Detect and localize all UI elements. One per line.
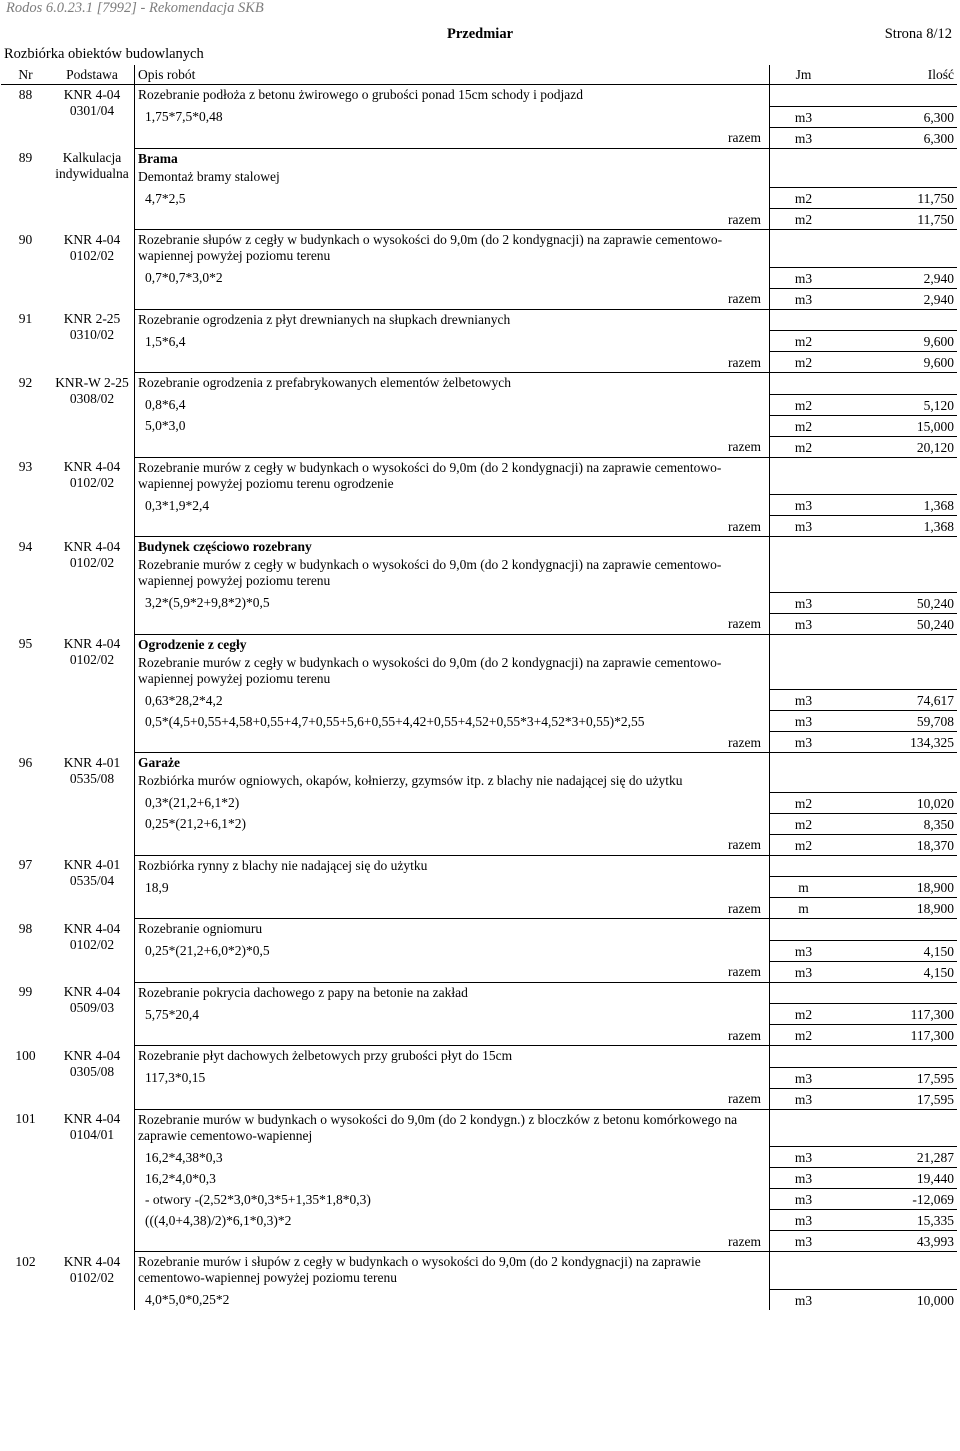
total-unit: m3 bbox=[770, 732, 838, 753]
calculation-formula: 0,3*1,9*2,4 bbox=[135, 495, 770, 516]
quantity-cell bbox=[837, 167, 957, 188]
unit-cell bbox=[770, 148, 838, 167]
table-row bbox=[1, 690, 957, 711]
position-basis bbox=[50, 457, 135, 537]
total-unit: m2 bbox=[770, 834, 838, 855]
total-label: razem bbox=[135, 613, 770, 634]
total-label: razem bbox=[135, 961, 770, 982]
table-row bbox=[1, 436, 957, 457]
position-number: 100 bbox=[15, 1047, 36, 1063]
work-description: Rozebranie pokrycia dachowego z papy na betonie na zakład bbox=[135, 982, 770, 1004]
basis-number: 0104/01 bbox=[69, 1127, 115, 1142]
calculation-unit: m3 bbox=[770, 1067, 838, 1088]
table-row bbox=[1, 1067, 957, 1088]
total-unit: m3 bbox=[770, 516, 838, 537]
quantity-cell bbox=[837, 634, 957, 653]
calculation-formula: 5,0*3,0 bbox=[135, 415, 770, 436]
work-description: Rozebranie ogniomuru bbox=[135, 919, 770, 941]
table-row bbox=[1, 331, 957, 352]
calculation-formula: 18,9 bbox=[135, 877, 770, 898]
work-description: Rozebranie murów z cegły w budynkach o wysokości do 9,0m (do 2 kondygnacji) na zaprawie cementowo-wapiennej powyżej poziomu terenu bbox=[135, 555, 770, 592]
calculation-value: 15,000 bbox=[837, 415, 957, 436]
total-value: 17,595 bbox=[837, 1088, 957, 1109]
total-unit: m2 bbox=[770, 436, 838, 457]
table-row bbox=[1, 209, 957, 230]
table-row bbox=[1, 127, 957, 148]
section-heading: Ogrodzenie z cegły bbox=[135, 634, 770, 653]
calculation-unit: m2 bbox=[770, 792, 838, 813]
calculation-formula: 0,3*(21,2+6,1*2) bbox=[135, 792, 770, 813]
total-unit: m3 bbox=[770, 1231, 838, 1252]
position-number: 88 bbox=[18, 87, 33, 102]
unit-cell bbox=[770, 537, 838, 556]
total-value: 50,240 bbox=[837, 613, 957, 634]
quantity-cell bbox=[837, 753, 957, 772]
calculation-value: 8,350 bbox=[837, 813, 957, 834]
quantity-cell bbox=[837, 982, 957, 1004]
basis-code: KNR 4-04 bbox=[63, 538, 121, 554]
estimate-table bbox=[1, 65, 957, 1310]
basis-number: 0102/02 bbox=[69, 936, 115, 952]
table-row bbox=[1, 230, 957, 268]
quantity-cell bbox=[837, 555, 957, 592]
calculation-value: 117,300 bbox=[837, 1004, 957, 1025]
quantity-cell bbox=[837, 1046, 957, 1068]
table-row bbox=[1, 592, 957, 613]
calculation-formula: 0,25*(21,2+6,0*2)*0,5 bbox=[135, 940, 770, 961]
basis-number: 0102/02 bbox=[69, 652, 115, 667]
work-description: Rozebranie podłoża z betonu żwirowego o grubości ponad 15cm schody i podjazd bbox=[135, 85, 770, 107]
basis-code: Kalkulacja bbox=[62, 150, 122, 165]
unit-cell bbox=[770, 85, 838, 107]
calculation-formula: - otwory -(2,52*3,0*0,3*5+1,35*1,8*0,3) bbox=[135, 1189, 770, 1210]
calculation-formula: 16,2*4,38*0,3 bbox=[135, 1147, 770, 1168]
table-row bbox=[1, 813, 957, 834]
position-number: 98 bbox=[18, 920, 33, 936]
column-header-ilosc: Ilość bbox=[837, 65, 957, 85]
calculation-formula: 5,75*20,4 bbox=[135, 1004, 770, 1025]
calculation-formula: (((4,0+4,38)/2)*6,1*0,3)*2 bbox=[135, 1210, 770, 1231]
total-unit: m3 bbox=[770, 613, 838, 634]
position-basis bbox=[50, 373, 135, 458]
total-label: razem bbox=[135, 898, 770, 919]
table-row bbox=[1, 1210, 957, 1231]
quantity-cell bbox=[837, 855, 957, 877]
basis-number: indywidualna bbox=[55, 166, 129, 181]
total-label: razem bbox=[135, 436, 770, 457]
calculation-unit: m2 bbox=[770, 188, 838, 209]
calculation-unit: m3 bbox=[770, 1147, 838, 1168]
position-number: 94 bbox=[18, 538, 33, 554]
unit-cell bbox=[770, 634, 838, 653]
total-unit: m3 bbox=[770, 288, 838, 309]
work-description: Rozebranie murów z cegły w budynkach o wysokości do 9,0m (do 2 kondygnacji) na zaprawie cementowo-wapiennej powyżej poziomu terenu ogrodzenie bbox=[135, 457, 770, 495]
position-number: 101 bbox=[15, 1111, 36, 1126]
calculation-formula: 16,2*4,0*0,3 bbox=[135, 1168, 770, 1189]
calculation-unit: m3 bbox=[770, 495, 838, 516]
work-description: Rozebranie murów w budynkach o wysokości do 9,0m (do 2 kondygn.) z bloczków z betonu komórkowego na zaprawie cementowo-wapiennej bbox=[135, 1109, 770, 1147]
quantity-cell bbox=[837, 373, 957, 395]
total-label: razem bbox=[135, 127, 770, 148]
page-number: Strona 8/12 bbox=[884, 26, 952, 42]
calculation-unit: m3 bbox=[770, 592, 838, 613]
basis-number: 0301/04 bbox=[69, 103, 115, 118]
calculation-value: 1,368 bbox=[837, 495, 957, 516]
table-row bbox=[1, 516, 957, 537]
basis-code: KNR 4-04 bbox=[63, 231, 121, 247]
position-basis bbox=[50, 85, 135, 149]
basis-number: 0102/02 bbox=[69, 554, 115, 570]
total-value: 6,300 bbox=[837, 127, 957, 148]
calculation-formula: 1,75*7,5*0,48 bbox=[135, 106, 770, 127]
position-basis bbox=[50, 537, 135, 635]
calculation-value: 18,900 bbox=[837, 877, 957, 898]
calculation-formula: 1,5*6,4 bbox=[135, 331, 770, 352]
column-header-nr: Nr bbox=[1, 65, 50, 85]
unit-cell bbox=[770, 1252, 838, 1290]
table-row bbox=[1, 855, 957, 877]
table-row bbox=[1, 1025, 957, 1046]
basis-code: KNR 4-04 bbox=[63, 984, 121, 999]
basis-code: KNR-W 2-25 bbox=[55, 374, 129, 390]
calculation-unit: m3 bbox=[770, 690, 838, 711]
app-title: Rodos 6.0.23.1 [7992] - Rekomendacja SKB bbox=[6, 0, 264, 16]
table-row bbox=[1, 188, 957, 209]
calculation-value: -12,069 bbox=[837, 1189, 957, 1210]
position-number: 99 bbox=[18, 984, 33, 999]
basis-code: KNR 4-01 bbox=[63, 857, 121, 872]
position-basis bbox=[50, 634, 135, 753]
calculation-value: 50,240 bbox=[837, 592, 957, 613]
table-row bbox=[1, 961, 957, 982]
basis-number: 0509/03 bbox=[69, 1000, 115, 1015]
unit-cell bbox=[770, 771, 838, 792]
basis-number: 0102/02 bbox=[69, 475, 115, 490]
unit-cell bbox=[770, 982, 838, 1004]
table-row bbox=[1, 1088, 957, 1109]
table-row bbox=[1, 753, 957, 772]
work-description: Rozbiórka murów ogniowych, okapów, kołnierzy, gzymsów itp. z blachy nie nadającej się do użytku bbox=[135, 771, 770, 792]
column-header-jm: Jm bbox=[770, 65, 838, 85]
total-value: 18,370 bbox=[837, 834, 957, 855]
total-label: razem bbox=[135, 288, 770, 309]
table-row bbox=[1, 634, 957, 653]
calculation-unit: m2 bbox=[770, 813, 838, 834]
table-row bbox=[1, 771, 957, 792]
quantity-cell bbox=[837, 309, 957, 331]
basis-code: KNR 4-04 bbox=[63, 920, 121, 936]
calculation-value: 9,600 bbox=[837, 331, 957, 352]
table-row bbox=[1, 1289, 957, 1310]
calculation-value: 15,335 bbox=[837, 1210, 957, 1231]
table-row bbox=[1, 1004, 957, 1025]
position-number: 97 bbox=[18, 857, 33, 872]
basis-number: 0305/08 bbox=[69, 1063, 115, 1079]
basis-code: KNR 4-04 bbox=[63, 87, 121, 102]
position-basis bbox=[50, 919, 135, 983]
calculation-unit: m3 bbox=[770, 1289, 838, 1310]
position-basis bbox=[50, 1046, 135, 1110]
section-heading: Garaże bbox=[135, 753, 770, 772]
basis-code: KNR 4-01 bbox=[63, 754, 121, 770]
table-row bbox=[1, 495, 957, 516]
basis-number: 0535/08 bbox=[69, 770, 115, 786]
table-row bbox=[1, 711, 957, 732]
work-description: Rozebranie słupów z cegły w budynkach o wysokości do 9,0m (do 2 kondygnacji) na zaprawie cementowo-wapiennej powyżej poziomu terenu bbox=[135, 230, 770, 268]
total-value: 117,300 bbox=[837, 1025, 957, 1046]
quantity-cell bbox=[837, 1109, 957, 1147]
position-number: 90 bbox=[18, 231, 33, 247]
calculation-unit: m bbox=[770, 877, 838, 898]
position-number: 89 bbox=[18, 150, 33, 165]
basis-number: 0535/04 bbox=[69, 873, 115, 888]
unit-cell bbox=[770, 855, 838, 877]
table-row bbox=[1, 877, 957, 898]
table-row bbox=[1, 834, 957, 855]
table-row bbox=[1, 613, 957, 634]
table-row bbox=[1, 394, 957, 415]
position-number: 92 bbox=[18, 374, 33, 390]
position-basis bbox=[50, 309, 135, 373]
calculation-unit: m3 bbox=[770, 267, 838, 288]
position-basis bbox=[50, 1252, 135, 1310]
table-row bbox=[1, 457, 957, 495]
work-description: Rozbiórka rynny z blachy nie nadającej się do użytku bbox=[135, 855, 770, 877]
section-heading: Brama bbox=[135, 148, 770, 167]
table-row bbox=[1, 898, 957, 919]
total-unit: m3 bbox=[770, 127, 838, 148]
total-unit: m bbox=[770, 898, 838, 919]
basis-code: KNR 4-04 bbox=[63, 459, 121, 474]
calculation-unit: m2 bbox=[770, 394, 838, 415]
calculation-unit: m3 bbox=[770, 106, 838, 127]
column-header-podstawa: Podstawa bbox=[50, 65, 135, 85]
basis-code: KNR 4-04 bbox=[63, 1253, 121, 1269]
work-description: Rozebranie ogrodzenia z płyt drewnianych na słupkach drewnianych bbox=[135, 309, 770, 331]
unit-cell bbox=[770, 1109, 838, 1147]
total-value: 134,325 bbox=[837, 732, 957, 753]
unit-cell bbox=[770, 230, 838, 268]
table-row bbox=[1, 288, 957, 309]
calculation-formula: 117,3*0,15 bbox=[135, 1067, 770, 1088]
table-row bbox=[1, 982, 957, 1004]
table-row bbox=[1, 167, 957, 188]
total-value: 9,600 bbox=[837, 352, 957, 373]
calculation-formula: 0,8*6,4 bbox=[135, 394, 770, 415]
position-number: 93 bbox=[18, 459, 33, 474]
calculation-value: 2,940 bbox=[837, 267, 957, 288]
calculation-unit: m3 bbox=[770, 1210, 838, 1231]
calculation-value: 10,000 bbox=[837, 1289, 957, 1310]
total-label: razem bbox=[135, 732, 770, 753]
calculation-formula: 3,2*(5,9*2+9,8*2)*0,5 bbox=[135, 592, 770, 613]
basis-number: 0102/02 bbox=[69, 247, 115, 263]
quantity-cell bbox=[837, 85, 957, 107]
total-value: 18,900 bbox=[837, 898, 957, 919]
total-value: 1,368 bbox=[837, 516, 957, 537]
unit-cell bbox=[770, 653, 838, 690]
position-number: 96 bbox=[18, 754, 33, 770]
calculation-value: 5,120 bbox=[837, 394, 957, 415]
table-row bbox=[1, 555, 957, 592]
basis-number: 0102/02 bbox=[69, 1269, 115, 1285]
basis-code: KNR 4-04 bbox=[63, 1047, 121, 1063]
calculation-value: 21,287 bbox=[837, 1147, 957, 1168]
work-description: Rozebranie ogrodzenia z prefabrykowanych elementów żelbetowych bbox=[135, 373, 770, 395]
total-label: razem bbox=[135, 516, 770, 537]
position-basis bbox=[50, 855, 135, 919]
table-row bbox=[1, 373, 957, 395]
position-basis bbox=[50, 1109, 135, 1252]
unit-cell bbox=[770, 919, 838, 941]
table-row bbox=[1, 415, 957, 436]
position-number: 95 bbox=[18, 636, 33, 651]
table-row bbox=[1, 1189, 957, 1210]
calculation-value: 6,300 bbox=[837, 106, 957, 127]
calculation-unit: m3 bbox=[770, 940, 838, 961]
total-label: razem bbox=[135, 834, 770, 855]
section-heading: Budynek częściowo rozebrany bbox=[135, 537, 770, 556]
total-value: 11,750 bbox=[837, 209, 957, 230]
total-unit: m3 bbox=[770, 961, 838, 982]
table-row bbox=[1, 537, 957, 556]
unit-cell bbox=[770, 167, 838, 188]
section-title: Rozbiórka obiektów budowlanych bbox=[4, 46, 204, 62]
total-label: razem bbox=[135, 1088, 770, 1109]
calculation-unit: m2 bbox=[770, 415, 838, 436]
table-row bbox=[1, 1109, 957, 1147]
table-row bbox=[1, 653, 957, 690]
table-header bbox=[1, 65, 957, 85]
total-value: 43,993 bbox=[837, 1231, 957, 1252]
quantity-cell bbox=[837, 457, 957, 495]
table-row bbox=[1, 352, 957, 373]
unit-cell bbox=[770, 555, 838, 592]
quantity-cell bbox=[837, 1252, 957, 1290]
calculation-unit: m3 bbox=[770, 1168, 838, 1189]
position-number: 91 bbox=[18, 311, 33, 326]
position-basis bbox=[50, 148, 135, 230]
total-unit: m2 bbox=[770, 352, 838, 373]
position-basis bbox=[50, 753, 135, 856]
unit-cell bbox=[770, 457, 838, 495]
quantity-cell bbox=[837, 148, 957, 167]
basis-code: KNR 4-04 bbox=[63, 636, 121, 651]
table-row bbox=[1, 940, 957, 961]
calculation-value: 59,708 bbox=[837, 711, 957, 732]
calculation-value: 4,150 bbox=[837, 940, 957, 961]
quantity-cell bbox=[837, 771, 957, 792]
calculation-unit: m3 bbox=[770, 1189, 838, 1210]
position-number: 102 bbox=[15, 1253, 36, 1269]
total-label: razem bbox=[135, 1231, 770, 1252]
quantity-cell bbox=[837, 919, 957, 941]
total-unit: m3 bbox=[770, 1088, 838, 1109]
total-label: razem bbox=[135, 352, 770, 373]
total-unit: m2 bbox=[770, 209, 838, 230]
calculation-unit: m3 bbox=[770, 711, 838, 732]
table-row bbox=[1, 792, 957, 813]
total-value: 2,940 bbox=[837, 288, 957, 309]
basis-code: KNR 4-04 bbox=[63, 1111, 121, 1126]
work-description: Rozebranie murów i słupów z cegły w budynkach o wysokości do 9,0m (do 2 kondygnacji) na zaprawie cementowo-wapiennej powyżej poziomu terenu bbox=[135, 1252, 770, 1290]
unit-cell bbox=[770, 373, 838, 395]
table-row bbox=[1, 85, 957, 107]
table-row bbox=[1, 106, 957, 127]
table-row bbox=[1, 1147, 957, 1168]
calculation-value: 17,595 bbox=[837, 1067, 957, 1088]
total-value: 20,120 bbox=[837, 436, 957, 457]
unit-cell bbox=[770, 309, 838, 331]
total-unit: m2 bbox=[770, 1025, 838, 1046]
table-row bbox=[1, 267, 957, 288]
unit-cell bbox=[770, 1046, 838, 1068]
calculation-unit: m2 bbox=[770, 331, 838, 352]
position-basis bbox=[50, 230, 135, 310]
table-row bbox=[1, 732, 957, 753]
table-row bbox=[1, 919, 957, 941]
quantity-cell bbox=[837, 230, 957, 268]
work-description: Rozebranie murów z cegły w budynkach o wysokości do 9,0m (do 2 kondygnacji) na zaprawie cementowo-wapiennej powyżej poziomu terenu bbox=[135, 653, 770, 690]
table-row bbox=[1, 1046, 957, 1068]
calculation-value: 11,750 bbox=[837, 188, 957, 209]
calculation-formula: 0,5*(4,5+0,55+4,58+0,55+4,7+0,55+5,6+0,55+4,42+0,55+4,52+0,55*3+4,52*3+0,55)*2,55 bbox=[135, 711, 770, 732]
calculation-value: 10,020 bbox=[837, 792, 957, 813]
table-row bbox=[1, 1252, 957, 1290]
quantity-cell bbox=[837, 537, 957, 556]
calculation-formula: 4,7*2,5 bbox=[135, 188, 770, 209]
work-description: Demontaż bramy stalowej bbox=[135, 167, 770, 188]
work-description: Rozebranie płyt dachowych żelbetowych przy grubości płyt do 15cm bbox=[135, 1046, 770, 1068]
total-label: razem bbox=[135, 1025, 770, 1046]
document-title: Przedmiar bbox=[446, 26, 514, 42]
position-basis bbox=[50, 982, 135, 1046]
quantity-cell bbox=[837, 653, 957, 690]
total-value: 4,150 bbox=[837, 961, 957, 982]
table-row bbox=[1, 1231, 957, 1252]
table-row bbox=[1, 309, 957, 331]
table-row bbox=[1, 148, 957, 167]
basis-number: 0308/02 bbox=[69, 390, 115, 406]
calculation-formula: 4,0*5,0*0,25*2 bbox=[135, 1289, 770, 1310]
calculation-value: 74,617 bbox=[837, 690, 957, 711]
column-header-opis: Opis robót bbox=[135, 65, 770, 85]
calculation-value: 19,440 bbox=[837, 1168, 957, 1189]
calculation-formula: 0,63*28,2*4,2 bbox=[135, 690, 770, 711]
basis-code: KNR 2-25 bbox=[63, 311, 121, 326]
unit-cell bbox=[770, 753, 838, 772]
table-row bbox=[1, 1168, 957, 1189]
calculation-formula: 0,7*0,7*3,0*2 bbox=[135, 267, 770, 288]
total-label: razem bbox=[135, 209, 770, 230]
calculation-formula: 0,25*(21,2+6,1*2) bbox=[135, 813, 770, 834]
basis-number: 0310/02 bbox=[69, 327, 115, 342]
table-body bbox=[1, 85, 957, 1310]
calculation-unit: m2 bbox=[770, 1004, 838, 1025]
